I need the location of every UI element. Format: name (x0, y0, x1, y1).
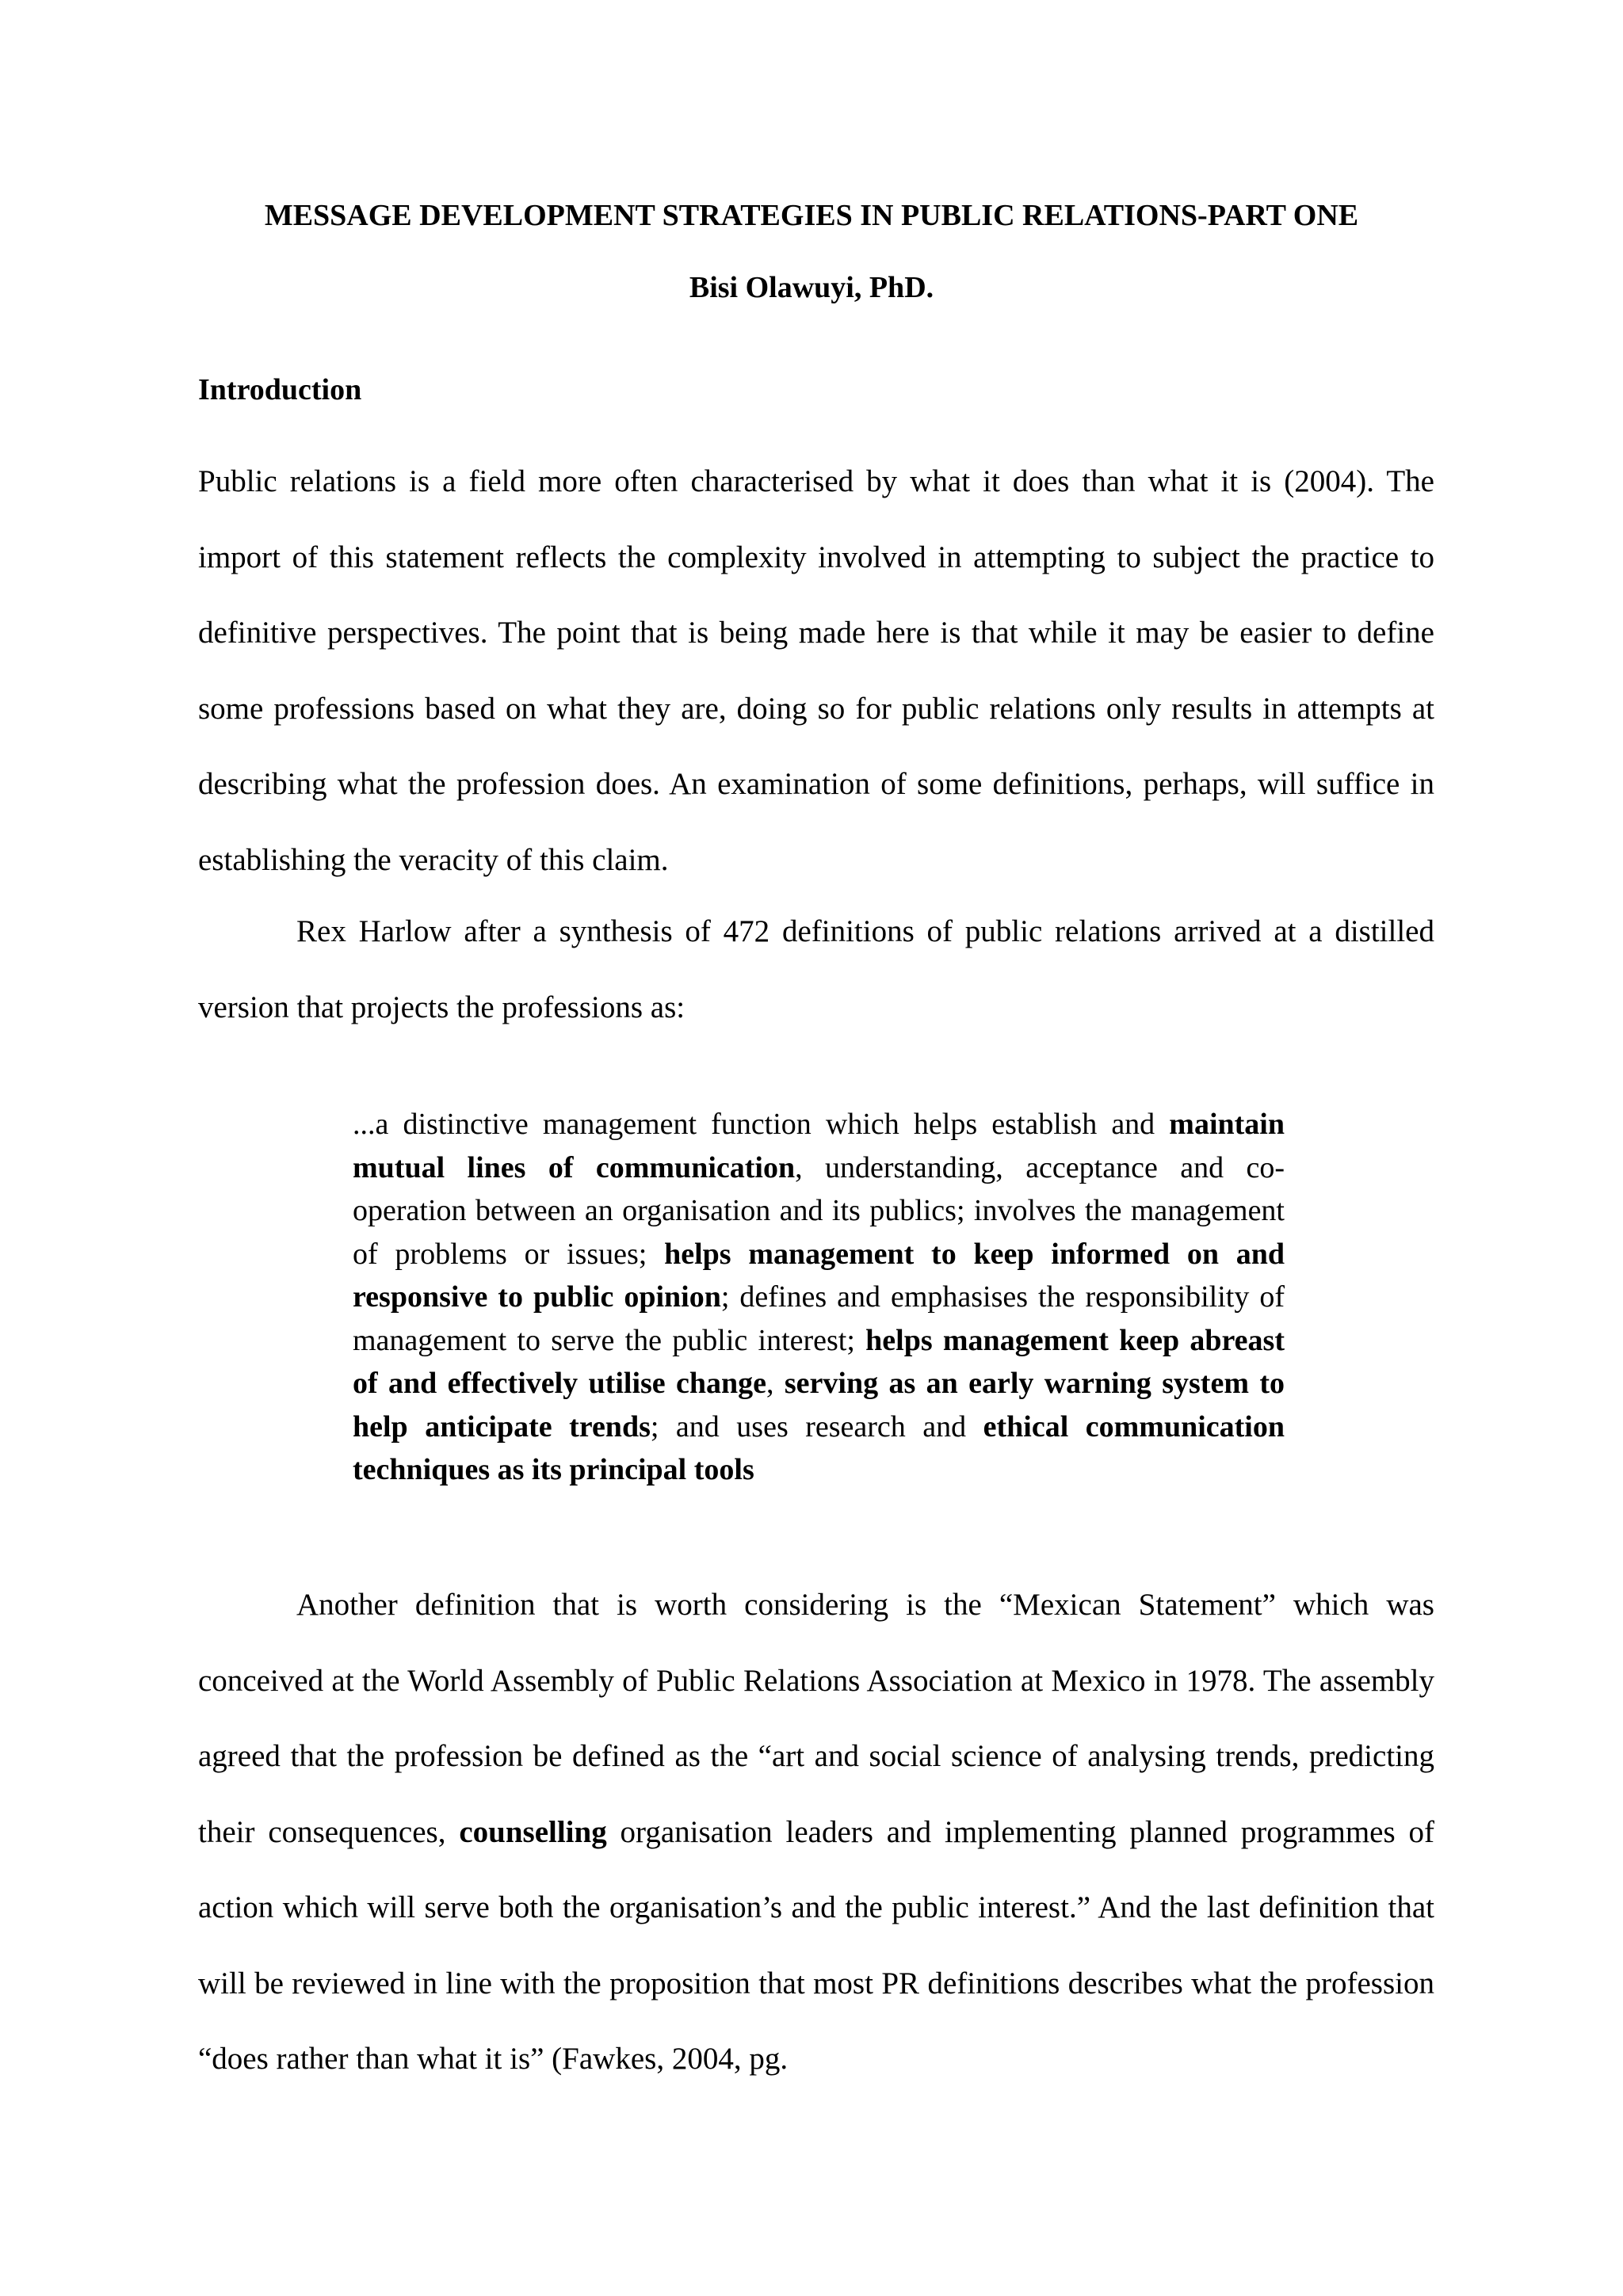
document-title: MESSAGE DEVELOPMENT STRATEGIES IN PUBLIC RELATIONS-PART ONE (264, 199, 1359, 232)
paragraph-text: organisation leaders and implementing planned programmes of action which will serve both the organisation’s and the public interest.” And the last definition that will be reviewed in line with the proposition that most PR definitions describes what the profession “does rather than what it is” (Fawkes, 2004, pg. (198, 1814, 1434, 2076)
block-quote (353, 1103, 1285, 1492)
quote-bold-text: maintain mutual lines of communication (353, 1108, 1285, 1184)
paragraph-bold-text: counselling (459, 1814, 607, 1849)
quote-text: , (766, 1367, 785, 1400)
quote-text: , understanding, acceptance and co-operation between an organisation and its publics; involves the management of problems or issues; (353, 1150, 1285, 1271)
quote-bold-text: ethical communication techniques as its principal tools (353, 1409, 1285, 1486)
quote-bold-text: serving as an early warning system to help anticipate trends (353, 1367, 1285, 1444)
quote-bold-text: helps management to keep informed on and responsive to public opinion (353, 1237, 1285, 1314)
quote-text: ; defines and emphasises the responsibility of management to serve the public interest; (353, 1280, 1285, 1357)
paragraph-2: Rex Harlow after a synthesis of 472 definitions of public relations arrived at a distilled version that projects the professions as: (198, 914, 1434, 1024)
quote-bold-text: helps management keep abreast of and effectively utilise change (353, 1323, 1285, 1400)
quote-text: ; and uses research and (650, 1409, 983, 1444)
paragraph-1: Public relations is a field more often characterised by what it does than what it is (2004). The import of this statement reflects the complexity involved in attempting to subject the practice to definitive perspectives. The point that is being made here is that while it may be easier to define some professions based on what they are, doing so for public relations only results in attempts at describing what the profession does. An examination of some definitions, perhaps, will suffice in establishing the veracity of this claim. (198, 464, 1434, 877)
quote-text: ...a distinctive management function which helps establish and (353, 1108, 1170, 1141)
paragraph-text: Another definition that is worth considering is the “Mexican Statement” which was conceived at the World Assembly of Public Relations Association at Mexico in 1978. The assembly agreed that the profession be defined as the “art and social science of analysing trends, predicting their consequences, (198, 1588, 1434, 1849)
paragraph-3 (198, 1567, 1434, 2097)
section-heading-introduction: Introduction (198, 373, 362, 406)
author-line: Bisi Olawuyi, PhD. (689, 271, 934, 304)
